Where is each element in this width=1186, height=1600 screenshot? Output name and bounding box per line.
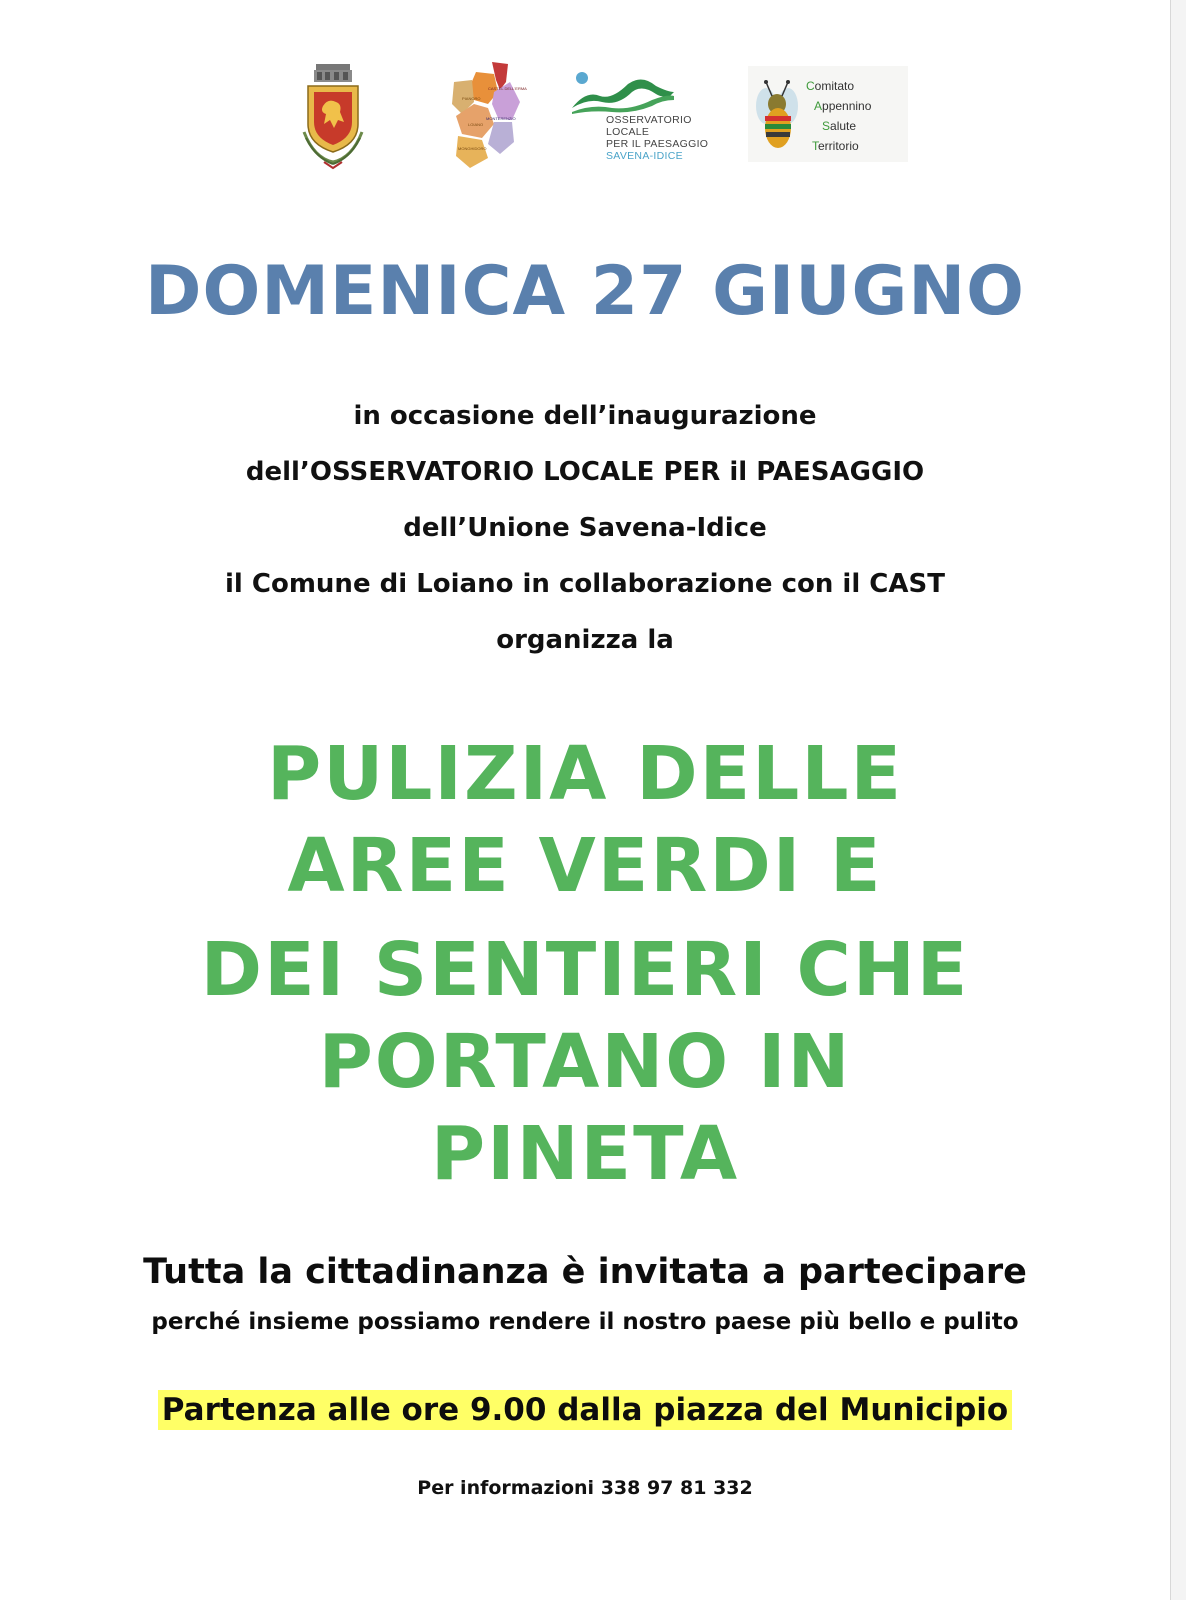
headline-line: DEI SENTIERI CHE — [200, 927, 970, 1013]
page-edge — [1170, 0, 1186, 1600]
intro-line: in occasione dell’inaugurazione — [353, 401, 817, 431]
event-headline — [0, 728, 1170, 1200]
cast-line — [814, 96, 871, 116]
observatory-subline: SAVENA-IDICE — [606, 150, 683, 162]
headline-line: PINETA — [430, 1111, 740, 1197]
cast-wordmark — [806, 76, 871, 156]
cast-word: omitato — [814, 79, 855, 93]
observatory-line: OSSERVATORIO — [606, 114, 692, 126]
cast-initial: C — [806, 79, 815, 93]
intro-line: dell’Unione Savena-Idice — [403, 513, 767, 543]
departure-highlight: Partenza alle ore 9.00 dalla piazza del Municipio — [158, 1390, 1012, 1430]
cast-line — [812, 136, 871, 156]
cast-line — [806, 76, 871, 96]
observatory-logo — [572, 70, 722, 170]
svg-text:PIANORO: PIANORO — [462, 96, 481, 101]
cast-initial: A — [814, 99, 823, 113]
union-map-logo — [448, 60, 530, 170]
cast-logo — [748, 66, 908, 162]
intro-line: dell’OSSERVATORIO LOCALE PER il PAESAGGIO — [245, 457, 925, 487]
svg-text:LOIANO: LOIANO — [468, 122, 484, 127]
event-date-title: DOMENICA 27 GIUGNO — [145, 252, 1025, 331]
headline-line: PULIZIA DELLE — [266, 731, 904, 817]
observatory-line: LOCALE — [606, 126, 650, 138]
cast-initial: T — [812, 139, 818, 153]
cast-initial: S — [822, 119, 831, 133]
cast-word: alute — [830, 119, 857, 133]
cast-word: erritorio — [818, 139, 859, 153]
headline-line: AREE VERDI E — [287, 823, 883, 909]
cast-line — [822, 116, 871, 136]
headline-line: PORTANO IN — [318, 1019, 852, 1105]
intro-line: organizza la — [496, 625, 674, 655]
departure-row — [0, 1390, 1170, 1430]
municipal-crest-logo — [298, 62, 368, 170]
invitation-subtext: perché insieme possiamo rendere il nostro paese più bello e pulito — [151, 1309, 1019, 1335]
invitation-text: Tutta la cittadinanza è invitata a partecipare — [143, 1252, 1027, 1292]
svg-text:MONTERENZIO: MONTERENZIO — [486, 116, 516, 121]
svg-text:MONGHIDORO: MONGHIDORO — [458, 146, 487, 151]
observatory-line: PER IL PAESAGGIO — [606, 138, 709, 150]
intro-line: il Comune di Loiano in collaborazione con il CAST — [225, 569, 945, 599]
observatory-wordmark — [606, 114, 708, 162]
svg-text:CASTEL DELL'ERMA: CASTEL DELL'ERMA — [488, 86, 527, 91]
contact-info: Per informazioni 338 97 81 332 — [417, 1477, 753, 1499]
intro-text — [0, 388, 1170, 668]
cast-word: ppennino — [822, 99, 872, 113]
logo-row — [0, 60, 1170, 180]
